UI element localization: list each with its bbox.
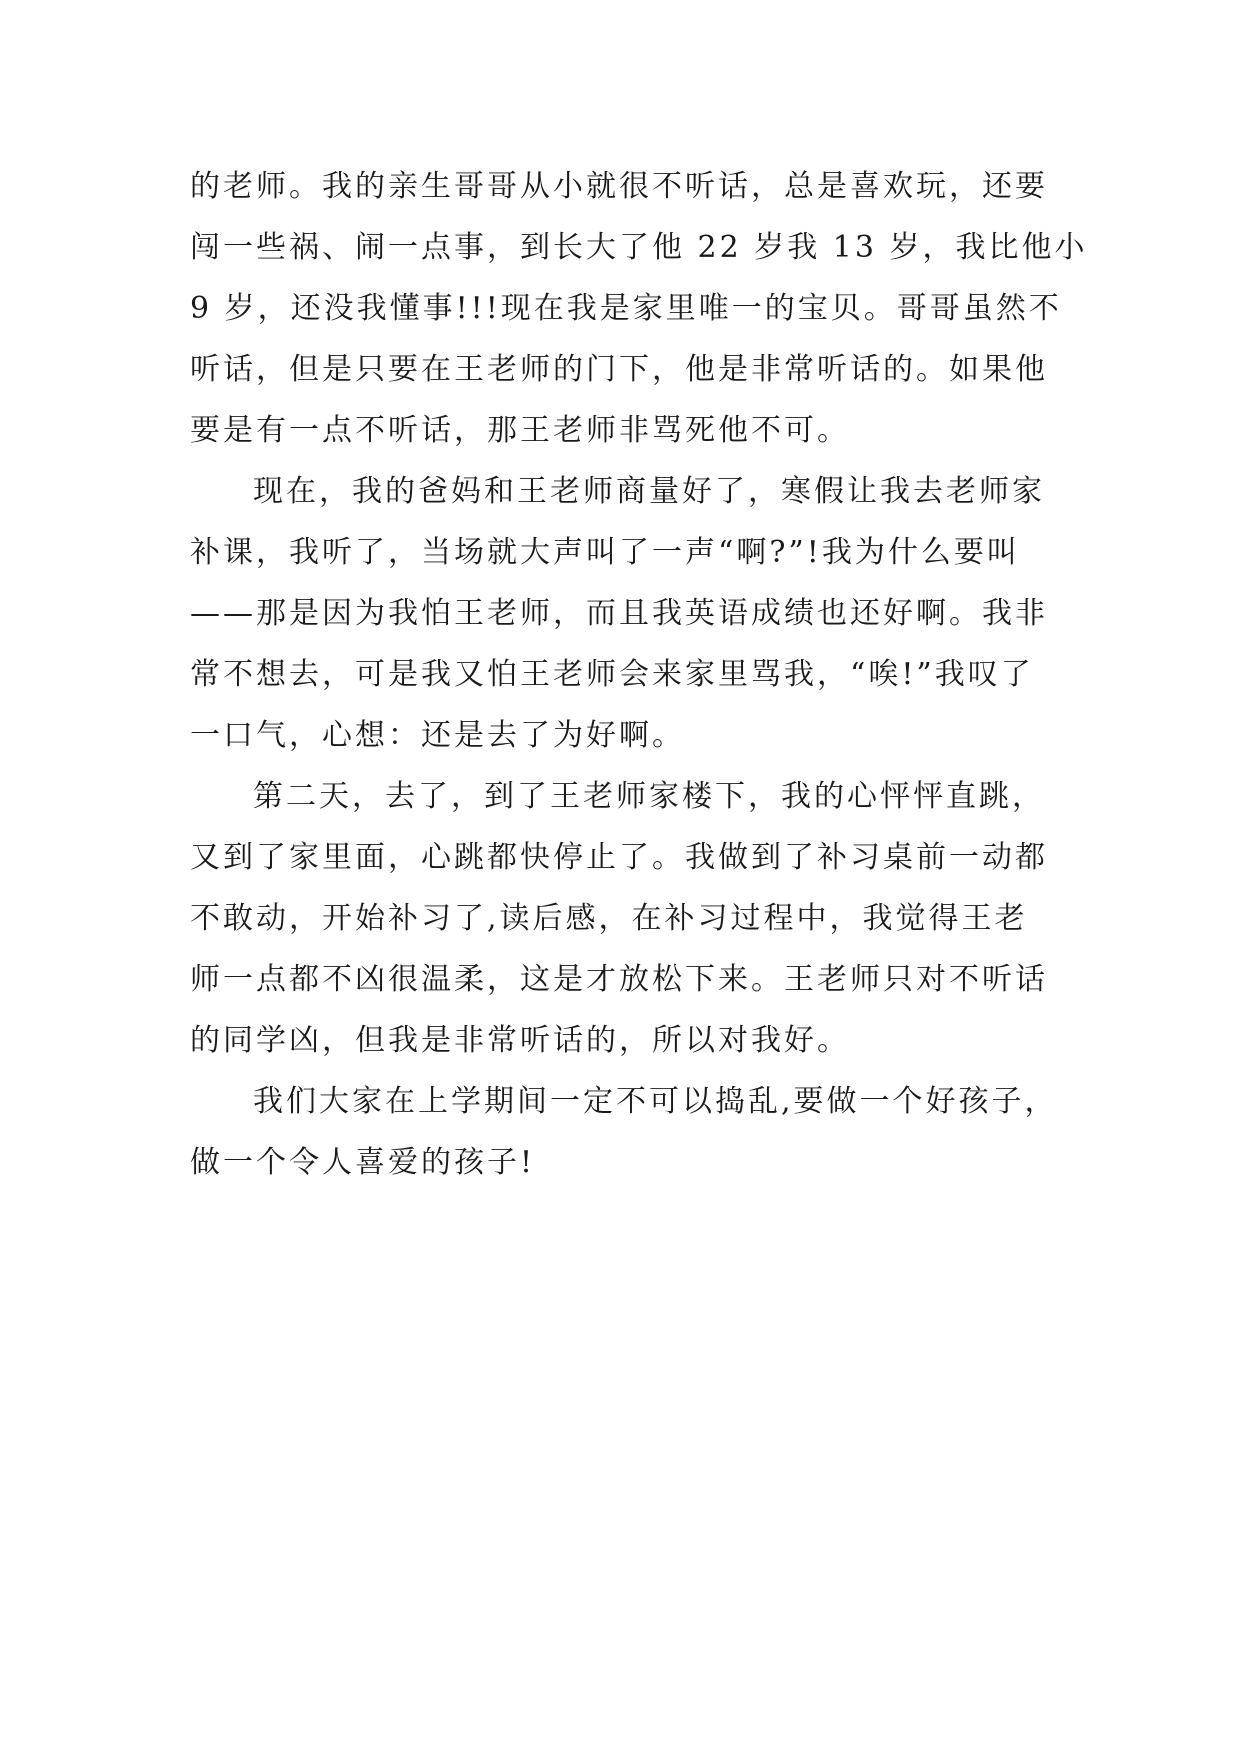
text-line: 做一个令人喜爱的孩子! [190, 1145, 536, 1180]
text-line: 要是有一点不听话，那王老师非骂死他不可。 [190, 413, 850, 448]
text-line: 的同学凶，但我是非常听话的，所以对我好。 [190, 1023, 850, 1058]
text-line: 的老师。我的亲生哥哥从小就很不听话，总是喜欢玩，还要 [190, 169, 1048, 204]
text-line: 闯一些祸、闹一点事，到长大了他 22 岁我 13 岁，我比他小 [190, 230, 1088, 265]
document-body [190, 156, 1088, 1193]
text-line: 又到了家里面，心跳都快停止了。我做到了补习桌前一动都 [190, 840, 1048, 875]
text-line: 一口气，心想：还是去了为好啊。 [190, 718, 685, 753]
text-line: 第二天，去了，到了王老师家楼下，我的心怦怦直跳， [253, 779, 1045, 814]
text-line: 现在，我的爸妈和王老师商量好了，寒假让我去老师家 [253, 474, 1045, 509]
text-line: 9 岁，还没我懂事!!!现在我是家里唯一的宝贝。哥哥虽然不 [190, 291, 1062, 326]
text-line: 补课，我听了，当场就大声叫了一声“啊?”!我为什么要叫 [190, 535, 1020, 570]
text-line: 常不想去，可是我又怕王老师会来家里骂我，“唉!”我叹了 [190, 657, 1034, 692]
text-line: 听话，但是只要在王老师的门下，他是非常听话的。如果他 [190, 352, 1048, 387]
text-line: ——那是因为我怕王老师，而且我英语成绩也还好啊。我非 [190, 596, 1048, 631]
text-line: 师一点都不凶很温柔，这是才放松下来。王老师只对不听话 [190, 962, 1048, 997]
text-line: 我们大家在上学期间一定不可以捣乱,要做一个好孩子， [253, 1084, 1058, 1119]
text-line: 不敢动，开始补习了,读后感，在补习过程中，我觉得王老 [190, 901, 1028, 936]
